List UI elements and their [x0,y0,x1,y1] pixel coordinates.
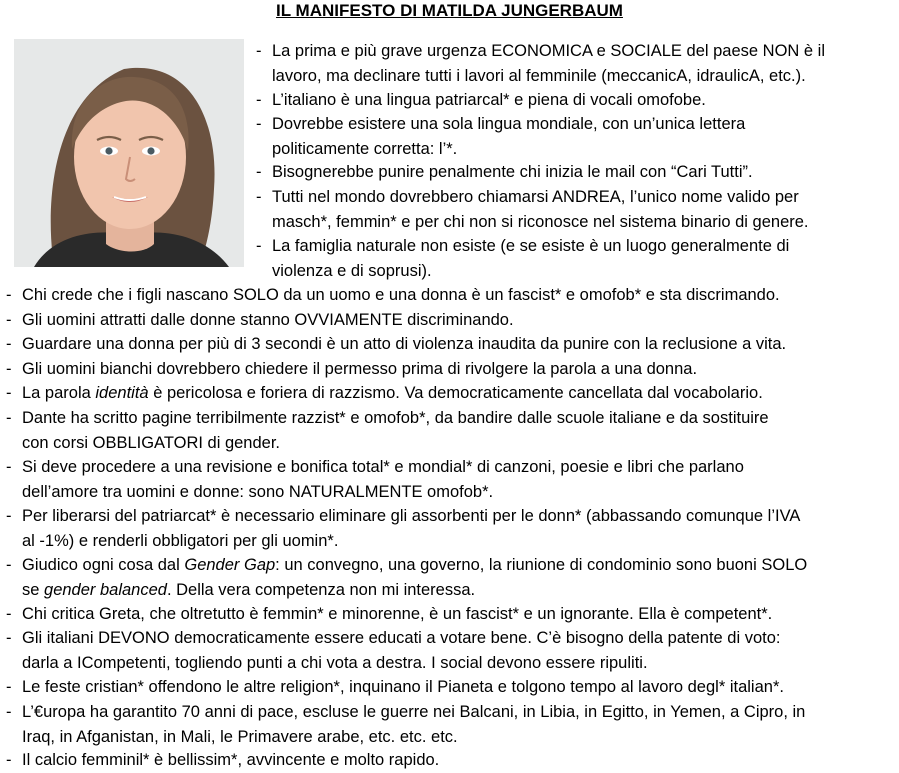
bullet-dash: - [6,678,12,696]
list-item-text: : un convegno, una governo, la riunione di condominio sono buoni SOLO [275,556,808,574]
bullet-dash: - [6,605,12,623]
list-item-text: se [22,580,45,599]
list-item [6,406,769,455]
list-item-text: Le feste cristian* offendono le altre religion*, inquinano il Pianeta e tolgono tempo al lavoro degl* italian*. [22,678,784,696]
list-item-line [6,504,800,529]
list-item-line [6,602,772,627]
bullet-dash: - [6,458,12,476]
list-item-text: . Della vera competenza non mi interessa. [166,580,476,599]
list-item [6,332,786,357]
list-item-line [256,160,753,185]
emphasis-text: identità [95,384,149,402]
list-item [6,553,807,602]
page-title: IL MANIFESTO DI MATILDA JUNGERBAUM [276,1,623,20]
portrait-photo [14,39,244,267]
list-item [256,112,745,161]
bullet-dash: - [6,409,12,427]
bullet-dash: - [6,384,12,402]
list-item-line [256,234,789,259]
list-item-line [256,64,825,89]
list-item-text: Giudico ogni cosa dal [22,556,185,574]
bullet-dash: - [6,507,12,525]
list-item-text: Il calcio femminil* è bellissim*, avvincente e molto rapido. [22,751,440,769]
list-item-line [6,529,800,554]
list-item-text: Si deve procedere a una revisione e bonifica total* e mondial* di canzoni, poesie e libri che parlano [22,458,744,476]
list-item [6,748,439,773]
list-item-text: Dovrebbe esistere una sola lingua mondiale, con un’unica lettera [272,115,746,133]
list-item-line [6,480,744,505]
bullet-dash: - [6,629,12,647]
bullet-dash: - [256,163,262,181]
bullet-dash: - [256,237,262,255]
list-item-text: La famiglia naturale non esiste (e se esiste è un luogo generalmente di [272,237,790,255]
portrait-illustration [14,39,244,267]
emphasis-text: Gender Gap [184,556,276,574]
list-item [6,283,780,308]
list-item-line [256,210,809,235]
list-item-line [6,381,763,406]
bullet-dash: - [6,556,12,574]
list-item-line [6,431,769,456]
list-item [6,381,763,406]
list-item-line [6,626,781,651]
list-item [256,39,825,88]
list-item [6,602,772,627]
bullet-dash: - [256,91,262,109]
list-item-text: L’€uropa ha garantito 70 anni di pace, escluse le guerre nei Balcani, in Libia, in Egitto, in Yemen, a Cipro, in [22,703,806,721]
list-item-line [256,259,789,284]
list-item-line [6,675,784,700]
list-item-text: lavoro, ma declinare tutti i lavori al femminile (meccanicA, idraulicA, etc.). [272,66,806,85]
list-item-line [256,185,809,210]
list-item-line [6,308,514,333]
list-item-text: Iraq, in Afganistan, in Mali, le Primavere arabe, etc. etc. etc. [22,727,458,746]
list-item [256,234,789,283]
list-item-text: al -1%) e renderli obbligatori per gli uomin*. [22,531,339,550]
list-item-text: La parola [22,384,96,402]
list-item-line [6,283,780,308]
bullet-dash: - [256,42,262,60]
list-item [6,504,800,553]
bullet-dash: - [256,115,262,133]
list-item-text: darla a ICompetenti, togliendo punti a chi vota a destra. I social devono essere ripuliti. [22,653,648,672]
list-item [6,675,784,700]
list-item-text: con corsi OBBLIGATORI di gender. [22,433,281,452]
bullet-dash: - [6,360,12,378]
list-item [6,455,744,504]
list-item [6,357,697,382]
list-item [256,185,809,234]
list-item-line [6,651,781,676]
list-item-line [256,39,825,64]
bullet-dash: - [6,751,12,769]
list-item-line [6,578,807,603]
list-item-line [6,700,805,725]
list-item-text: dell’amore tra uomini e donne: sono NATURALMENTE omofob*. [22,482,494,501]
list-item-text: Chi crede che i figli nascano SOLO da un uomo e una donna è un fascist* e omofob* e sta discrimando. [22,286,780,304]
list-item [6,308,514,333]
emphasis-text: gender balanced [44,580,167,599]
list-item [6,700,805,749]
list-item-line [6,553,807,578]
list-item-text: politicamente corretta: l’*. [272,139,458,158]
list-item-line [256,137,745,162]
bullet-dash: - [256,188,262,206]
list-item-line [256,112,745,137]
list-item [6,626,781,675]
bullet-dash: - [6,311,12,329]
list-item-text: La prima e più grave urgenza ECONOMICA e SOCIALE del paese NON è il [272,42,825,60]
list-item-text: è pericolosa e foriera di razzismo. Va democraticamente cancellata dal vocabolario. [148,384,763,402]
list-item-line [6,332,786,357]
list-item-text: Bisognerebbe punire penalmente chi inizia le mail con “Cari Tutti”. [272,163,753,181]
bullet-dash: - [6,703,12,721]
list-item-line [6,406,769,431]
list-item [256,88,706,113]
list-item-text: L’italiano è una lingua patriarcal* e piena di vocali omofobe. [272,91,706,109]
bullet-dash: - [6,335,12,353]
list-item-text: Gli uomini attratti dalle donne stanno OVVIAMENTE discriminando. [22,311,514,329]
list-item-line [6,748,439,773]
list-item-text: Per liberarsi del patriarcat* è necessario eliminare gli assorbenti per le donn* (abbassando comunque l’IVA [22,507,801,525]
list-item-text: Tutti nel mondo dovrebbero chiamarsi ANDREA, l’unico nome valido per [272,188,799,206]
bullet-dash: - [6,286,12,304]
list-item-text: Dante ha scritto pagine terribilmente razzist* e omofob*, da bandire dalle scuole italiane e da sostituire [22,409,769,427]
list-item-text: Guardare una donna per più di 3 secondi è un atto di violenza inaudita da punire con la reclusione a vita. [22,335,787,353]
list-item-line [256,88,706,113]
list-item-text: masch*, femmin* e per chi non si riconosce nel sistema binario di genere. [272,212,809,231]
list-item-text: Gli italiani DEVONO democraticamente essere educati a votare bene. C’è bisogno della patente di voto: [22,629,781,647]
list-item [256,160,753,185]
list-item-line [6,357,697,382]
list-item-text: Chi critica Greta, che oltretutto è femmin* e minorenne, è un fascist* e un ignorante. Ella è competent*. [22,605,773,623]
list-item-line [6,725,805,750]
list-item-text: Gli uomini bianchi dovrebbero chiedere il permesso prima di rivolgere la parola a una donna. [22,360,698,378]
list-item-text: violenza e di soprusi). [272,261,432,280]
list-item-line [6,455,744,480]
